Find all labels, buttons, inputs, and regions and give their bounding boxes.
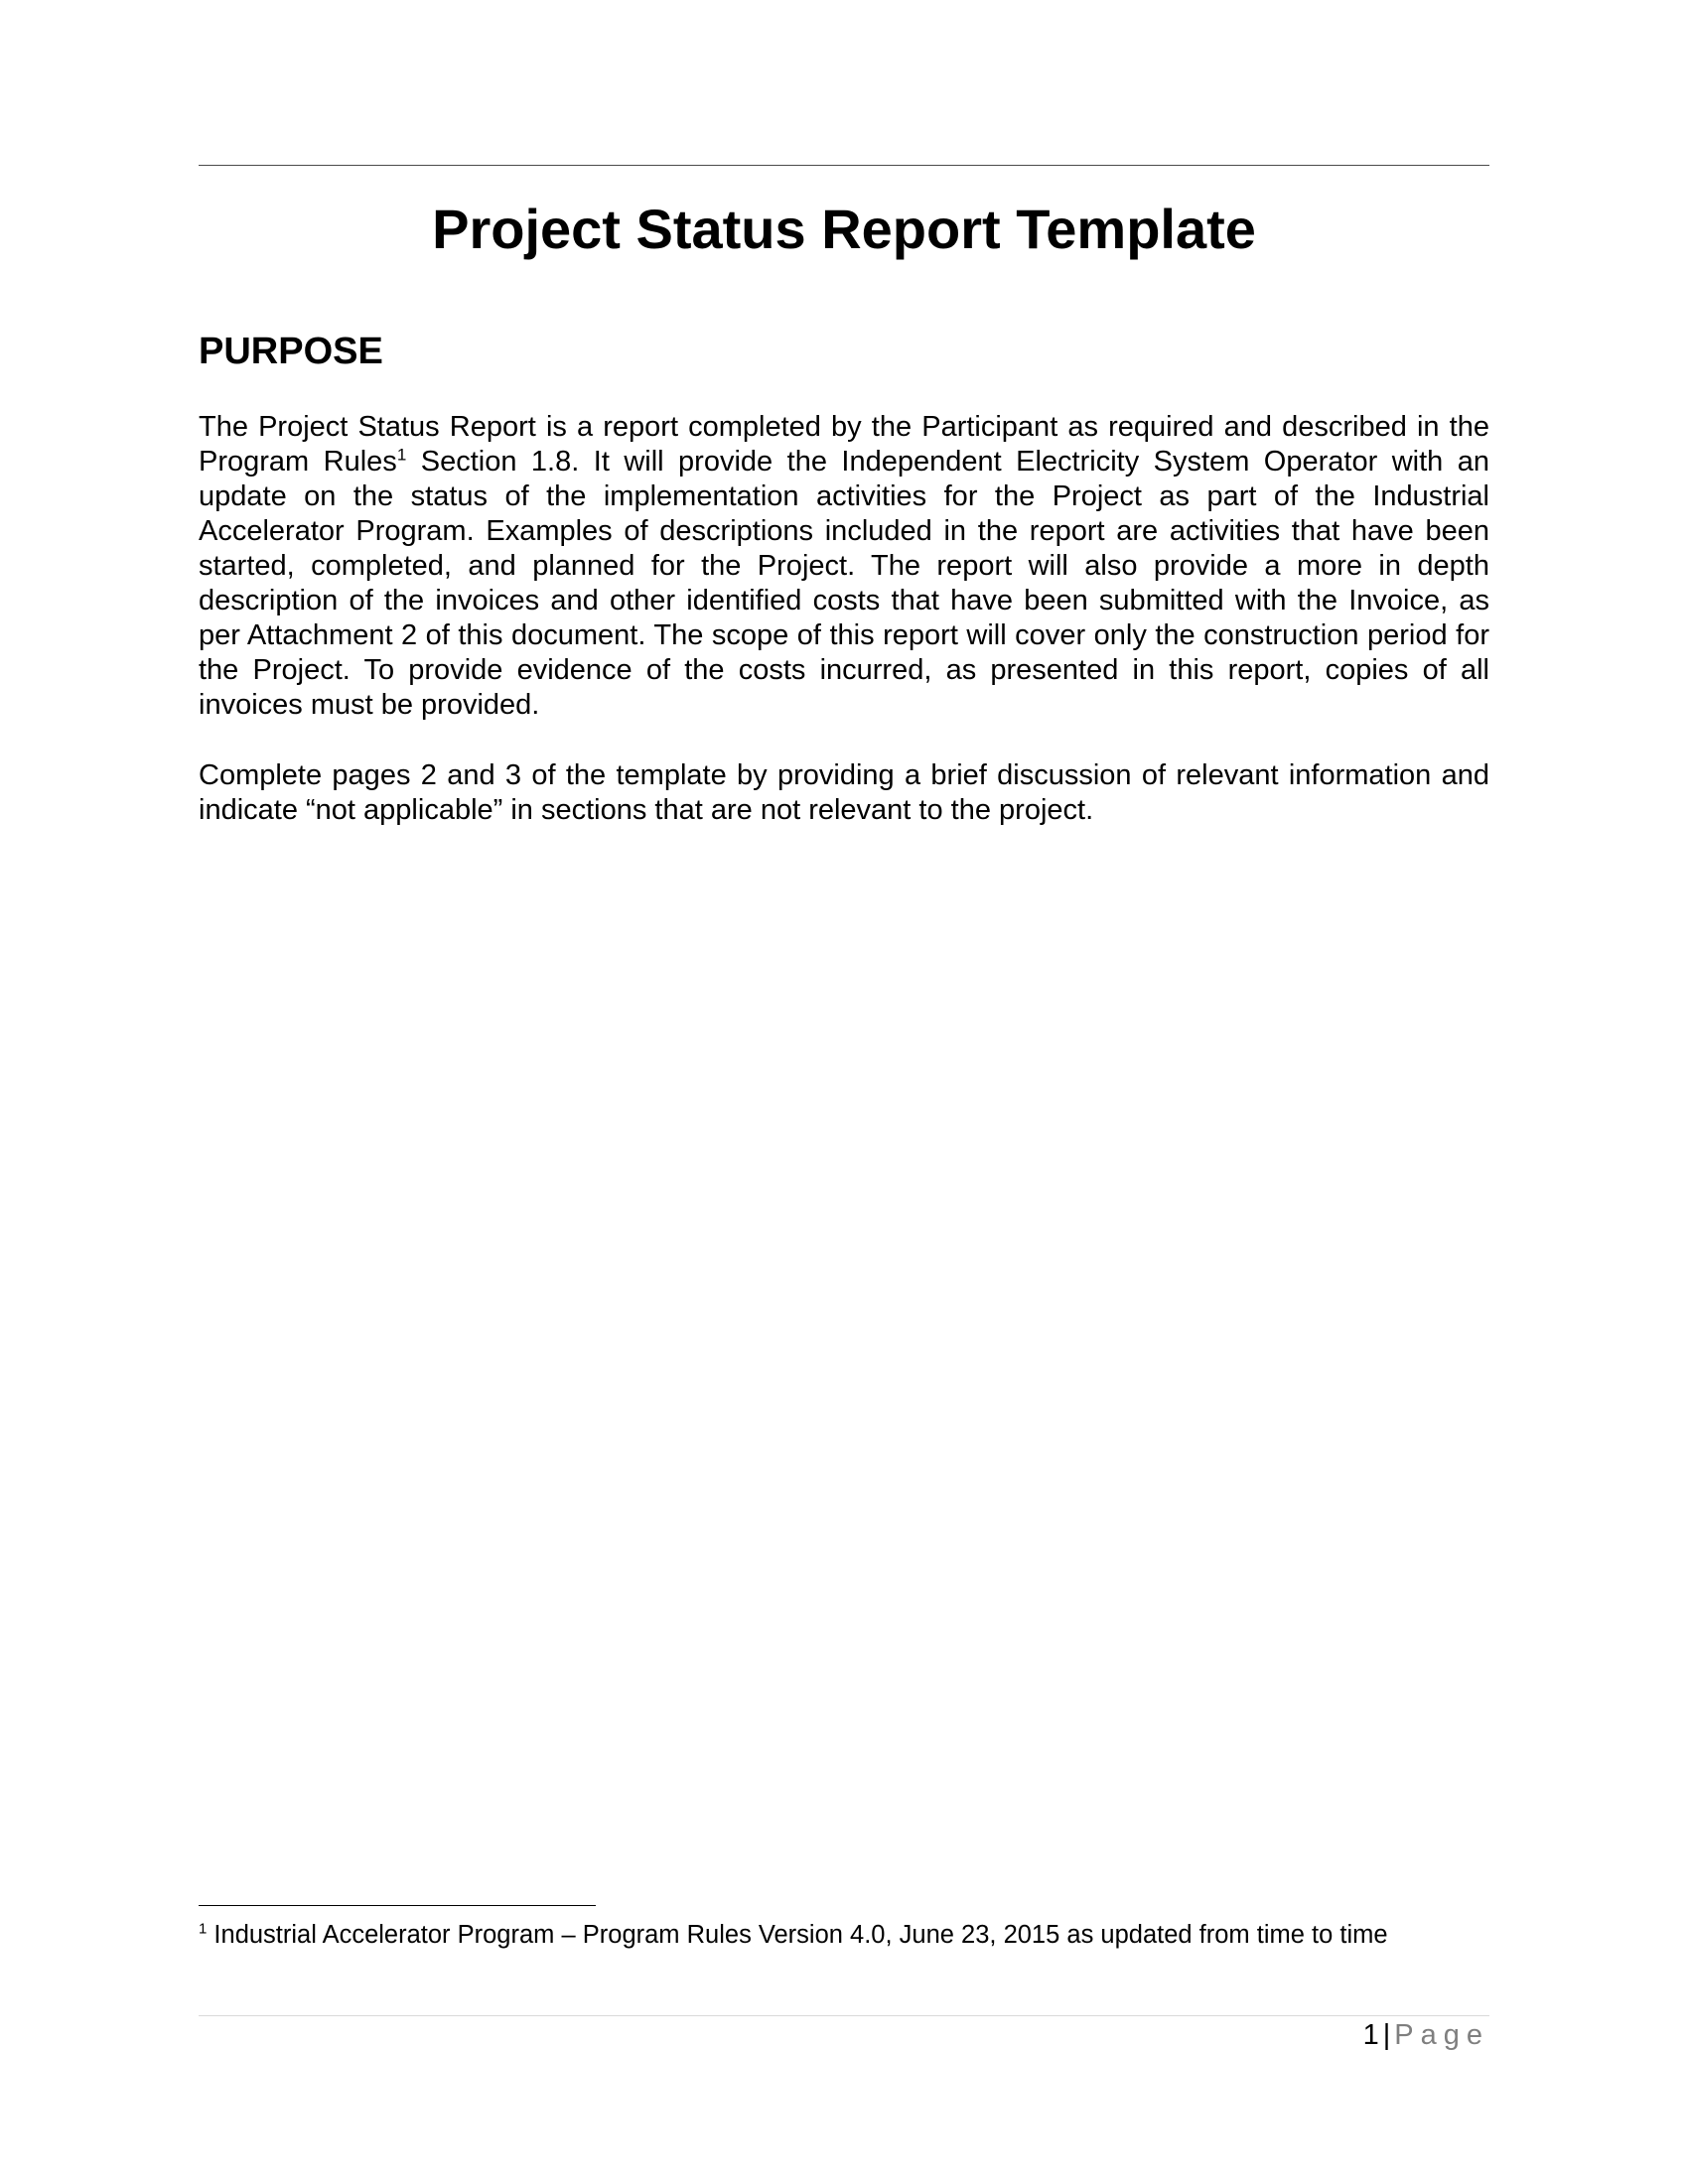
page-number: 1 — [1362, 2019, 1379, 2051]
header-divider — [199, 165, 1489, 166]
purpose-paragraph-1 — [199, 410, 1489, 723]
footnote-text: Industrial Accelerator Program – Program Rules Version 4.0, June 23, 2015 as updated from time to time — [207, 1921, 1388, 1949]
footnote-separator — [199, 1905, 596, 1906]
document-title: Project Status Report Template — [432, 198, 1256, 260]
section-heading-purpose: PURPOSE — [199, 331, 383, 372]
page-footer — [1363, 2017, 1489, 2053]
paragraph-text-before-ref: The Project Status Report is a report completed by the Participant as required and described in the Program Rules — [199, 411, 1489, 478]
page-label: Page — [1394, 2019, 1489, 2051]
footnote-number: 1 — [199, 1920, 208, 1938]
footnote-reference[interactable]: 1 — [396, 445, 407, 465]
purpose-paragraph-2: Complete pages 2 and 3 of the template by providing a brief discussion of relevant information and indicate “not applicable” in sections that are not relevant to the project. — [199, 759, 1489, 826]
paragraph-text-after-ref: Section 1.8. It will provide the Independent Electricity System Operator with an update on the status of the implementation activities for the Project as part of the Industrial Accelerator Program. Examples of descriptions included in the report are activities that have been started, completed, and planned for the Project. The report will also provide a more in depth description of the invoices and other identified costs that have been submitted with the Invoice, as per Attachment 2 of this document. The scope of this report will cover only the construction period for the Project. To provide evidence of the costs incurred, as presented in this report, copies of all invoices must be provided. — [199, 446, 1489, 721]
footer-divider — [199, 2015, 1489, 2016]
page-separator: | — [1382, 2019, 1391, 2051]
footnote-1 — [199, 1920, 1489, 1951]
